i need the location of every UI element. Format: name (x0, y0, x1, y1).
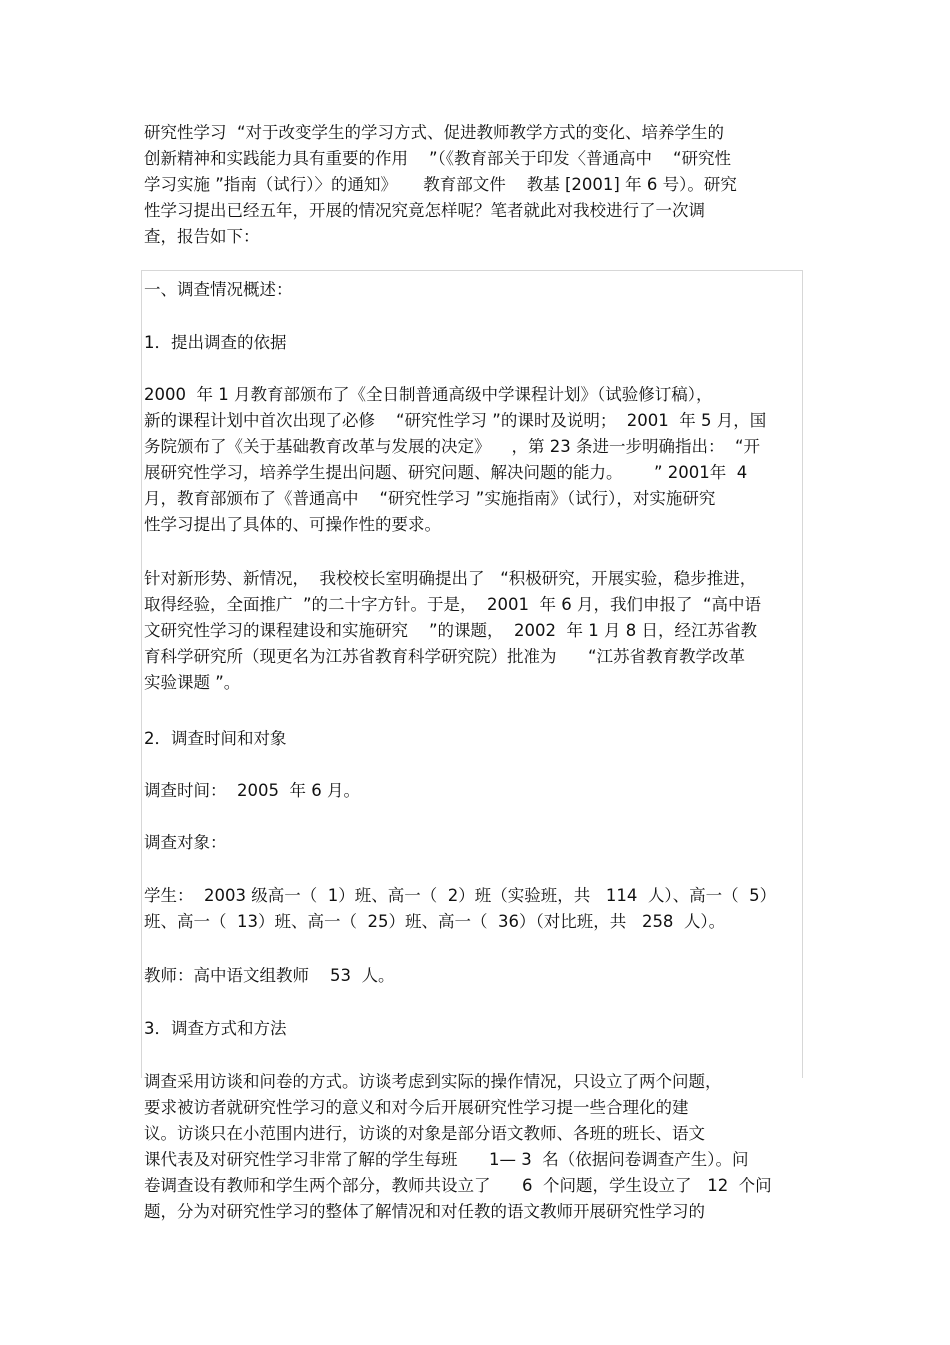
basis-line-1: 2000 年 1 月教育部颁布了《全日制普通高级中学课程计划》（试验修订稿）， (144, 385, 713, 404)
method-line-1: 调查采用访谈和问卷的方式。访谈考虑到实际的操作情况，只设立了两个问题， (144, 1072, 722, 1091)
basis-line-5: 月，教育部颁布了《普通高中 “研究性学习 ”实施指南》（试行），对实施研究 (144, 489, 716, 508)
method-line-4: 课代表及对研究性学习非常了解的学生每班 1— 3 名（依据问卷调查产生）。问 (144, 1150, 749, 1169)
basis-line-4: 展研究性学习，培养学生提出问题、研究问题、解决问题的能力。 ” 2001年 4 (144, 463, 748, 482)
intro-line-2: 创新精神和实践能力具有重要的作用 ”（《教育部关于印发〈普通高中 “研究性 (144, 149, 732, 168)
policy-line-3: 文研究性学习的课程建设和实施研究 ”的课题， 2002 年 1 月 8 日，经江苏省教 (144, 621, 757, 640)
method-line-6: 题，分为对研究性学习的整体了解情况和对任教的语文教师开展研究性学习的 (144, 1202, 705, 1221)
students-line-1: 学生： 2003 级高一（ 1）班、高一（ 2）班（实验班，共 114 人）、高一（ 5） (144, 886, 777, 905)
policy-line-1: 针对新形势、新情况， 我校校长室明确提出了 “积极研究，开展实验，稳步推进， (144, 569, 757, 588)
policy-line-5: 实验课题 ”。 (144, 673, 241, 692)
section-heading: 一、调查情况概述： (144, 280, 293, 299)
method-line-3: 议。访谈只在小范围内进行，访谈的对象是部分语文教师、各班的班长、语文 (144, 1124, 705, 1143)
subsection-2-title: 2．调查时间和对象 (144, 729, 287, 748)
students-line-2: 班、高一（ 13）班、高一（ 25）班、高一（ 36）（对比班，共 258 人）。 (144, 912, 726, 931)
method-line-2: 要求被访者就研究性学习的意义和对今后开展研究性学习提一些合理化的建 (144, 1098, 689, 1117)
basis-line-2: 新的课程计划中首次出现了必修 “研究性学习 ”的课时及说明； 2001 年 5 月，国 (144, 411, 767, 430)
method-line-5: 卷调查设有教师和学生两个部分，教师共设立了 6 个问题，学生设立了 12 个问 (144, 1176, 772, 1195)
intro-line-3: 学习实施 ”指南（试行）〉的通知》 教育部文件 教基 [2001] 年 6 号）。研究 (144, 175, 737, 194)
intro-line-4: 性学习提出已经五年，开展的情况究竟怎样呢？笔者就此对我校进行了一次调 (144, 201, 705, 220)
teachers-line: 教师：高中语文组教师 53 人。 (144, 966, 395, 985)
basis-line-3: 务院颁布了《关于基础教育改革与发展的决定》 ，第 23 条进一步明确指出： “开 (144, 437, 761, 456)
intro-line-5: 查，报告如下： (144, 227, 260, 246)
subsection-1-title: 1．提出调查的依据 (144, 333, 287, 352)
policy-line-4: 育科学研究所（现更名为江苏省教育科学研究院）批准为 “江苏省教育教学改革 (144, 647, 746, 666)
survey-object-label: 调查对象： (144, 833, 227, 852)
survey-time: 调查时间： 2005 年 6 月。 (144, 781, 360, 800)
basis-line-6: 性学习提出了具体的、可操作性的要求。 (144, 515, 441, 534)
intro-line-1: 研究性学习 “对于改变学生的学习方式、促进教师教学方式的变化、培养学生的 (144, 123, 725, 142)
subsection-3-title: 3．调查方式和方法 (144, 1019, 287, 1038)
policy-line-2: 取得经验，全面推广 ”的二十字方针。于是， 2001 年 6 月，我们申报了 “高中语 (144, 595, 762, 614)
